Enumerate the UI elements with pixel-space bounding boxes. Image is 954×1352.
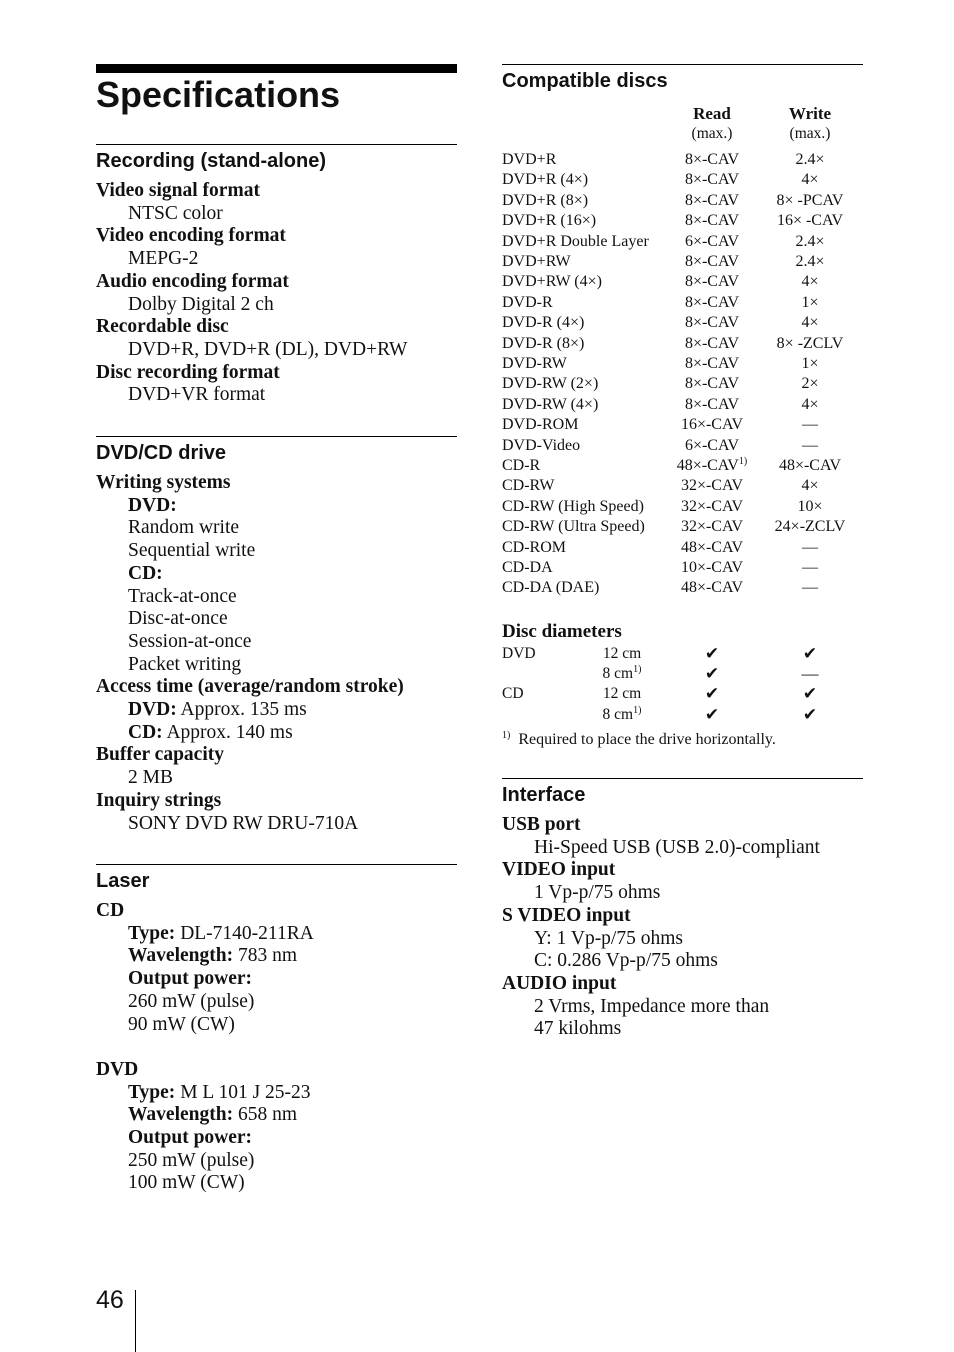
- drive-section: [96, 436, 457, 835]
- diameter-size: [590, 705, 654, 725]
- read-check-icon: ✔: [704, 704, 720, 724]
- laser-dvd-label: DVD: [96, 1058, 139, 1080]
- cd-mode: Track-at-once: [128, 585, 237, 607]
- video-input-value: 1 Vp-p/75 ohms: [534, 882, 661, 904]
- diameter-row: [502, 644, 863, 664]
- access-time-label: Access time (average/random stroke): [96, 676, 404, 698]
- svideo-c-value: C: 0.286 Vp-p/75 ohms: [534, 950, 718, 972]
- cd-mode: Session-at-once: [128, 630, 252, 652]
- disc-name: DVD+R (8×): [502, 191, 589, 209]
- access-dvd-label: DVD:: [128, 699, 177, 721]
- disc-row: [502, 334, 863, 354]
- access-dvd: [96, 699, 457, 722]
- write-speed: 4×: [801, 171, 819, 189]
- disc-row: [502, 517, 863, 537]
- disc-name: CD-ROM: [502, 538, 567, 556]
- type-value: M L 101 J 25-23: [175, 1081, 311, 1103]
- write-label: Write: [788, 104, 832, 123]
- inquiry-value: SONY DVD RW DRU-710A: [128, 812, 359, 834]
- writing-systems-label: Writing systems: [96, 472, 231, 493]
- read-speed-text: 8×-CAV: [684, 273, 740, 291]
- laser-cd-type: [96, 923, 457, 946]
- video-input-label: VIDEO input: [502, 859, 616, 881]
- read-check-icon: ✔: [704, 644, 720, 663]
- write-speed: 16× -CAV: [776, 212, 844, 230]
- footnote: [502, 729, 776, 751]
- disc-name: DVD+R: [502, 151, 557, 168]
- footnote-text: Required to place the drive horizontally.: [518, 731, 776, 748]
- read-speed-text: 8×-CAV: [684, 191, 740, 209]
- video-signal-value: NTSC color: [128, 202, 223, 224]
- wavelength-value: 658 nm: [233, 1104, 298, 1126]
- disc-row: [502, 436, 863, 456]
- read-speed-text: 10×-CAV: [680, 559, 744, 576]
- recording-section: [96, 144, 457, 407]
- diameter-size: [590, 664, 654, 684]
- laser-section: [96, 864, 457, 1195]
- wavelength-value: 783 nm: [233, 945, 298, 967]
- read-speed: [662, 558, 762, 578]
- read-speed: [662, 415, 762, 435]
- write-speed: 8× -ZCLV: [776, 334, 844, 352]
- diameter-footnote-mark: 1): [633, 704, 642, 716]
- access-cd-value: Approx. 140 ms: [162, 721, 293, 743]
- read-footnote-mark: 1): [738, 456, 748, 467]
- writing-cd-label: CD:: [128, 562, 163, 584]
- disc-recording-value: DVD+VR format: [128, 384, 266, 406]
- read-speed: [662, 456, 762, 476]
- inquiry-label: Inquiry strings: [96, 789, 222, 811]
- read-speed-text: 6×-CAV: [684, 232, 740, 250]
- disc-row: [502, 415, 863, 435]
- diameter-size-text: 8 cm: [602, 665, 634, 683]
- write-speed: 4×: [801, 477, 819, 495]
- disc-row: [502, 170, 863, 190]
- laser-dvd-wavelength: [96, 1104, 457, 1127]
- diameter-size-text: 12 cm: [602, 645, 642, 662]
- diameter-size-text: 12 cm: [602, 685, 642, 703]
- read-speed-text: 8×-CAV: [684, 151, 740, 168]
- disc-name: DVD+R (16×): [502, 212, 597, 230]
- diameter-disc-type: CD: [502, 685, 524, 703]
- write-speed: 4×: [801, 273, 819, 291]
- disc-row: [502, 538, 863, 558]
- access-cd-label: CD:: [128, 721, 163, 743]
- laser-dvd-output-cw: 100 mW (CW): [128, 1172, 245, 1194]
- buffer-label: Buffer capacity: [96, 744, 224, 766]
- read-speed: [662, 313, 762, 333]
- write-header: [760, 104, 860, 144]
- disc-row: [502, 476, 863, 496]
- read-speed-text: 48×-CAV: [680, 538, 744, 556]
- laser-cd-output-label: Output power:: [128, 968, 253, 990]
- disc-name: DVD-RW (2×): [502, 375, 599, 393]
- diameter-footnote-mark: 1): [633, 664, 642, 676]
- access-cd: [96, 722, 457, 745]
- write-speed: —: [802, 538, 818, 556]
- diameter-size: [590, 644, 654, 664]
- wavelength-label: Wavelength:: [128, 945, 234, 967]
- read-speed-text: 8×-CAV: [684, 253, 740, 270]
- disc-row: [502, 395, 863, 415]
- video-encoding-label: Video encoding format: [96, 225, 286, 247]
- read-check-icon: ✔: [704, 664, 720, 684]
- read-speed-text: 6×-CAV: [684, 436, 740, 454]
- read-speed: [662, 517, 762, 537]
- write-speed: —: [802, 559, 818, 576]
- disc-name: DVD-RW: [502, 355, 567, 372]
- usb-label: USB port: [502, 814, 581, 835]
- audio-encoding-value: Dolby Digital 2 ch: [128, 293, 274, 315]
- read-speed: [662, 538, 762, 558]
- disc-diameters-title: Disc diameters: [502, 621, 622, 642]
- type-label: Type:: [128, 922, 176, 944]
- disc-row: [502, 578, 863, 598]
- svideo-y-value: Y: 1 Vp-p/75 ohms: [534, 927, 683, 949]
- access-dvd-value: Approx. 135 ms: [176, 699, 307, 721]
- disc-name: CD-RW: [502, 477, 555, 495]
- read-speed: [662, 272, 762, 292]
- disc-row: [502, 272, 863, 292]
- diameter-disc-type: DVD: [502, 645, 536, 662]
- disc-row: [502, 456, 863, 476]
- page-title: Specifications: [96, 74, 341, 115]
- read-speed-text: 8×-CAV: [684, 171, 740, 189]
- audio-encoding-label: Audio encoding format: [96, 270, 289, 292]
- footnote-mark: 1): [502, 730, 511, 741]
- read-speed-text: 8×-CAV: [684, 395, 740, 413]
- write-speed: —: [802, 416, 818, 434]
- read-label: Read: [693, 104, 731, 123]
- write-speed: 2.4×: [795, 232, 825, 250]
- read-header: [662, 104, 762, 144]
- read-speed: [662, 374, 762, 394]
- disc-name: CD-DA: [502, 559, 553, 576]
- disc-name: CD-RW (High Speed): [502, 497, 644, 515]
- disc-name: CD-RW (Ultra Speed): [502, 518, 645, 536]
- read-speed: [662, 578, 762, 598]
- recording-heading: Recording (stand-alone): [96, 150, 327, 172]
- diameter-row: [502, 664, 863, 684]
- read-speed-text: 8×-CAV: [684, 212, 740, 230]
- read-check-icon: ✔: [704, 684, 720, 704]
- disc-row: [502, 313, 863, 333]
- read-speed-text: 8×-CAV: [684, 355, 740, 372]
- diameter-row: [502, 705, 863, 725]
- laser-dvd-output-pulse: 250 mW (pulse): [128, 1149, 255, 1171]
- disc-row: [502, 211, 863, 231]
- diameter-size: [590, 684, 654, 704]
- disc-row: [502, 374, 863, 394]
- disc-row: [502, 150, 863, 170]
- interface-heading: Interface: [502, 784, 586, 806]
- read-speed-text: 32×-CAV: [680, 518, 744, 536]
- laser-cd-label: CD: [96, 900, 125, 921]
- read-speed: [662, 211, 762, 231]
- read-speed-text: 8×-CAV: [684, 314, 740, 332]
- read-speed: [662, 436, 762, 456]
- write-speed: 24×-ZCLV: [774, 518, 846, 536]
- disc-name: DVD-Video: [502, 436, 581, 454]
- read-speed-text: 48×-CAV: [680, 579, 744, 597]
- disc-name: DVD+RW (4×): [502, 273, 602, 291]
- write-speed: 2.4×: [795, 151, 825, 168]
- disc-name: DVD-R: [502, 293, 553, 311]
- write-speed: —: [802, 436, 818, 454]
- diameter-row: [502, 684, 863, 704]
- disc-name: DVD+R (4×): [502, 171, 589, 189]
- disc-recording-label: Disc recording format: [96, 361, 280, 383]
- disc-name: CD-R: [502, 457, 541, 474]
- write-speed: 4×: [801, 395, 819, 413]
- disc-name: DVD-ROM: [502, 416, 579, 434]
- compatible-section: [502, 64, 863, 100]
- compatible-heading: Compatible discs: [502, 70, 668, 92]
- read-speed-text: 48×-CAV: [676, 457, 739, 474]
- write-speed: 4×: [801, 314, 819, 332]
- writing-dvd-label: DVD:: [128, 494, 177, 516]
- disc-name: DVD+RW: [502, 253, 571, 270]
- dvd-mode: Random write: [128, 517, 240, 539]
- title-rule: [96, 64, 457, 73]
- audio-input-value-cont: 47 kilohms: [534, 1018, 622, 1040]
- write-speed: —: [802, 579, 818, 597]
- disc-name: DVD-R (4×): [502, 314, 585, 332]
- write-check-icon: ✔: [802, 644, 818, 663]
- interface-section: [502, 778, 863, 1041]
- disc-row: [502, 558, 863, 578]
- read-speed: [662, 252, 762, 272]
- disc-row: [502, 293, 863, 313]
- disc-row: [502, 497, 863, 517]
- write-speed: 10×: [797, 497, 823, 515]
- write-speed: 2×: [801, 375, 819, 393]
- write-speed: 48×-CAV: [778, 457, 842, 474]
- recordable-disc-value: DVD+R, DVD+R (DL), DVD+RW: [128, 338, 408, 360]
- svideo-input-label: S VIDEO input: [502, 904, 631, 926]
- audio-input-label: AUDIO input: [502, 972, 617, 994]
- laser-dvd-type: [96, 1082, 457, 1105]
- write-speed: 1×: [801, 355, 819, 372]
- read-speed: [662, 191, 762, 211]
- dvd-mode: Sequential write: [128, 540, 256, 562]
- laser-cd-output-cw: 90 mW (CW): [128, 1013, 235, 1035]
- laser-cd-wavelength: [96, 945, 457, 968]
- buffer-value: 2 MB: [128, 767, 173, 789]
- read-speed: [662, 395, 762, 415]
- diameter-size-text: 8 cm: [602, 705, 634, 723]
- wavelength-label: Wavelength:: [128, 1104, 234, 1126]
- type-label: Type:: [128, 1081, 176, 1103]
- type-value: DL-7140-211RA: [175, 922, 314, 944]
- read-speed: [662, 232, 762, 252]
- disc-name: DVD-RW (4×): [502, 395, 599, 413]
- read-speed: [662, 497, 762, 517]
- write-speed: 8× -PCAV: [776, 191, 844, 209]
- disc-name: DVD-R (8×): [502, 334, 585, 352]
- read-speed-text: 32×-CAV: [680, 477, 744, 495]
- video-signal-label: Video signal format: [96, 180, 260, 201]
- read-speed: [662, 150, 762, 170]
- page-number-rule: [135, 1290, 136, 1352]
- disc-row: [502, 191, 863, 211]
- read-speed: [662, 293, 762, 313]
- read-speed: [662, 354, 762, 374]
- read-speed: [662, 334, 762, 354]
- cd-mode: Disc-at-once: [128, 608, 228, 630]
- read-max-label: (max.): [691, 125, 733, 142]
- disc-name: CD-DA (DAE): [502, 579, 600, 597]
- write-max-label: (max.): [789, 125, 831, 142]
- read-speed-text: 32×-CAV: [680, 497, 744, 515]
- usb-value: Hi-Speed USB (USB 2.0)-compliant: [534, 836, 820, 858]
- disc-row: [502, 252, 863, 272]
- disc-row: [502, 232, 863, 252]
- page-number: 46: [96, 1286, 124, 1314]
- drive-heading: DVD/CD drive: [96, 442, 227, 464]
- read-speed-text: 8×-CAV: [684, 334, 740, 352]
- read-speed-text: 16×-CAV: [680, 416, 744, 434]
- read-speed-text: 8×-CAV: [684, 293, 740, 311]
- cd-mode: Packet writing: [128, 653, 242, 675]
- video-encoding-value: MEPG-2: [128, 248, 199, 270]
- laser-cd-output-pulse: 260 mW (pulse): [128, 990, 255, 1012]
- write-check-icon: ✔: [802, 704, 818, 724]
- laser-heading: Laser: [96, 870, 150, 892]
- laser-dvd-output-label: Output power:: [128, 1127, 253, 1149]
- audio-input-value: 2 Vrms, Impedance more than: [534, 995, 770, 1017]
- disc-name: DVD+R Double Layer: [502, 232, 649, 250]
- write-check-icon: ✔: [802, 684, 818, 704]
- write-dash: —: [801, 664, 819, 684]
- read-speed: [662, 476, 762, 496]
- recordable-disc-label: Recordable disc: [96, 316, 229, 338]
- write-speed: 2.4×: [795, 253, 825, 270]
- disc-row: [502, 354, 863, 374]
- write-speed: 1×: [801, 293, 819, 311]
- read-speed: [662, 170, 762, 190]
- read-speed-text: 8×-CAV: [684, 375, 740, 393]
